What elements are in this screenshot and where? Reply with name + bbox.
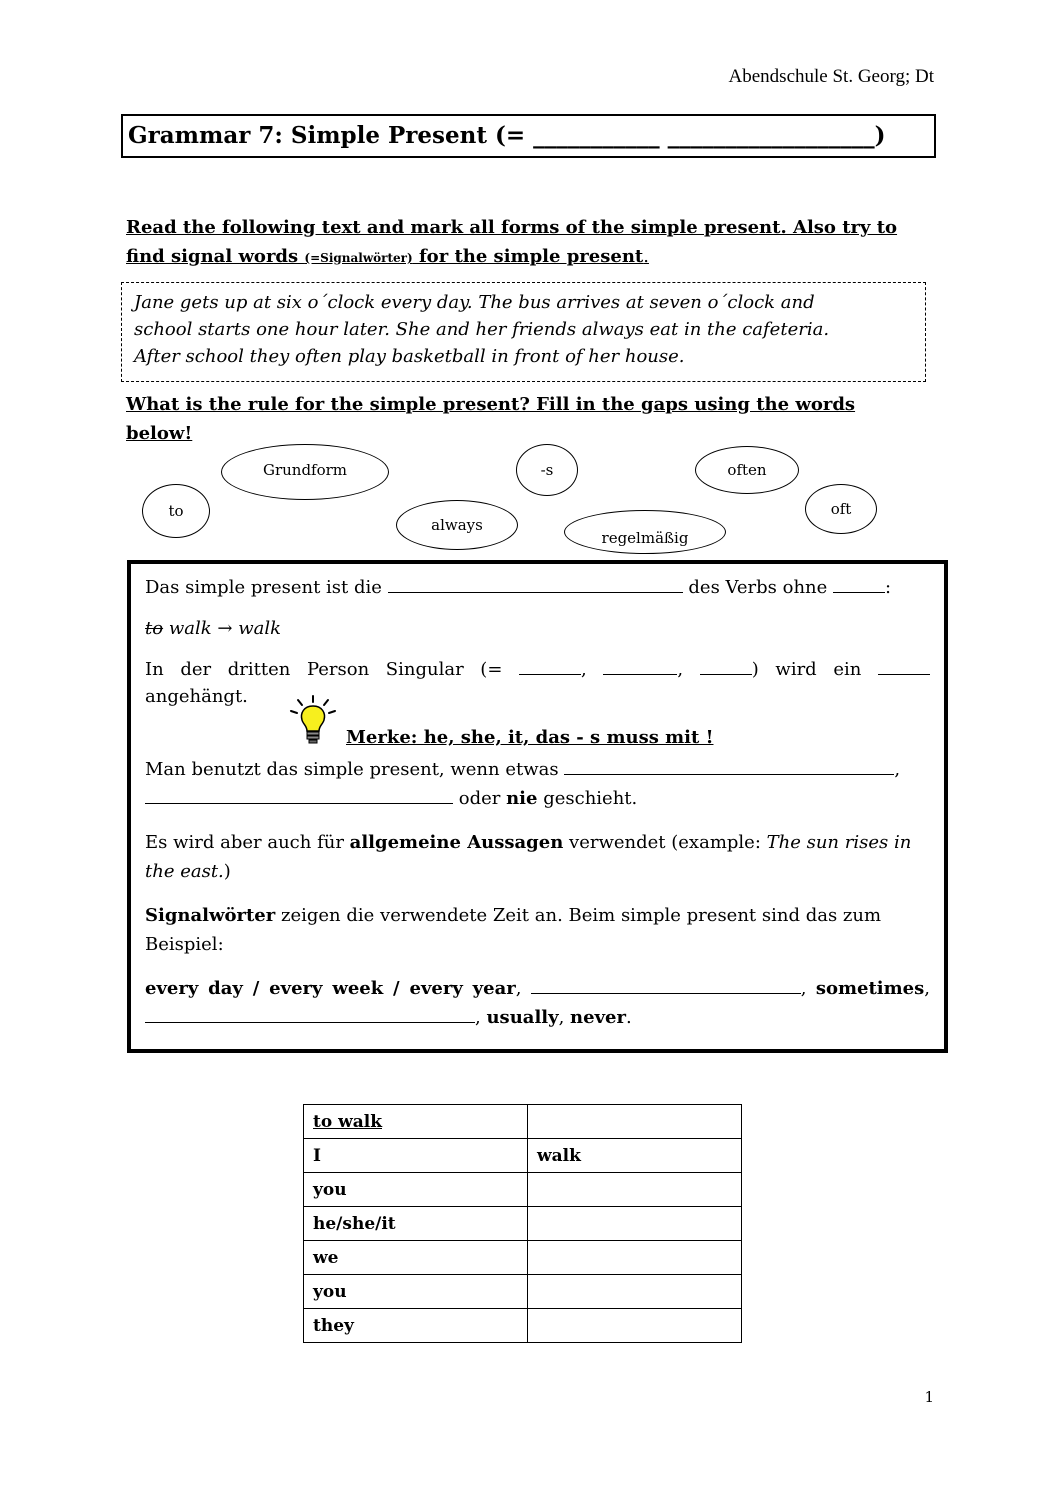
arrow-icon: → (217, 618, 233, 639)
instruction-read: Read the following text and mark all forms of the simple present. Also try to find signal words (=Signalwörter) for the simple present. (126, 217, 898, 267)
instruction-rule: What is the rule for the simple present? Fill in the gaps using the words below! (126, 394, 856, 444)
table-cell-form[interactable] (528, 1105, 742, 1139)
table-row (304, 1309, 742, 1343)
reading-text-box (121, 282, 926, 382)
reading-line: Jane gets up at six o´clock every day. The bus arrives at seven o´clock and (134, 292, 815, 313)
rule-line-signal: Signalwörter zeigen die verwendete Zeit an. Beim simple present sind das zum Beispiel: (145, 905, 882, 955)
gap-blank[interactable] (388, 574, 683, 593)
gap-blank[interactable] (145, 1004, 475, 1023)
table-cell-pronoun: they (304, 1309, 528, 1343)
table-row (304, 1139, 742, 1173)
table-row (304, 1207, 742, 1241)
table-cell-pronoun: we (304, 1241, 528, 1275)
gap-blank[interactable] (564, 756, 894, 775)
word-oval-to: to (142, 484, 210, 538)
table-row (304, 1173, 742, 1207)
rule-line-usage-cont: oder nie geschieht. (145, 784, 930, 813)
conjugation-table (303, 1104, 742, 1343)
worksheet-title: Grammar 7: Simple Present (= ___________ __________________) (121, 114, 936, 158)
lightbulb-icon (288, 694, 338, 748)
table-cell-pronoun: I (304, 1139, 528, 1173)
word-oval-often: often (695, 446, 799, 494)
table-cell-form[interactable] (528, 1309, 742, 1343)
rule-line-signal-words: every day / every week / every year, , sometimes, (145, 974, 930, 1003)
word-oval-oft: oft (805, 484, 877, 534)
rule-line-grundform: Das simple present ist die des Verbs ohne : (145, 573, 930, 602)
rule-line-signal-words-cont: , usually, never. (145, 1003, 930, 1032)
word-oval-always: always (396, 500, 518, 550)
gap-blank[interactable] (531, 975, 801, 994)
gap-blank[interactable] (833, 574, 885, 593)
gap-blank[interactable] (519, 656, 581, 675)
school-header: Abendschule St. Georg; Dt (728, 66, 934, 87)
gap-blank[interactable] (700, 656, 752, 675)
reading-line: After school they often play basketball in front of her house. (134, 346, 685, 367)
table-header-verb: to walk (304, 1105, 528, 1139)
table-cell-form[interactable]: walk (528, 1139, 742, 1173)
rule-box (127, 560, 948, 1053)
gap-blank[interactable] (878, 656, 930, 675)
rule-line-usage: Man benutzt das simple present, wenn etwas , (145, 755, 930, 784)
table-cell-pronoun: you (304, 1275, 528, 1309)
table-cell-form[interactable] (528, 1173, 742, 1207)
word-oval-regelmaessig: regelmäßig (564, 510, 726, 554)
reading-line: school starts one hour later. She and her friends always eat in the cafeteria. (134, 319, 830, 340)
rule-line-third-person: In der dritten Person Singular (= , , ) wird ein (145, 655, 930, 684)
table-cell-form[interactable] (528, 1275, 742, 1309)
word-oval-grundform: Grundform (221, 444, 389, 500)
rule-line-general: Es wird aber auch für allgemeine Aussagen verwendet (example: The sun rises in the east.) (145, 832, 912, 882)
table-row (304, 1105, 742, 1139)
table-cell-pronoun: you (304, 1173, 528, 1207)
gap-blank[interactable] (145, 785, 453, 804)
merke-note: Merke: he, she, it, das - s muss mit ! (346, 727, 714, 748)
rule-line-angehaengt: angehängt. (145, 686, 248, 707)
table-row (304, 1241, 742, 1275)
page-number: 1 (924, 1388, 934, 1406)
table-cell-form[interactable] (528, 1207, 742, 1241)
table-cell-form[interactable] (528, 1241, 742, 1275)
table-row (304, 1275, 742, 1309)
rule-example: to walk → walk (145, 618, 281, 639)
word-oval-s: -s (516, 444, 578, 496)
gap-blank[interactable] (603, 656, 677, 675)
table-cell-pronoun: he/she/it (304, 1207, 528, 1241)
